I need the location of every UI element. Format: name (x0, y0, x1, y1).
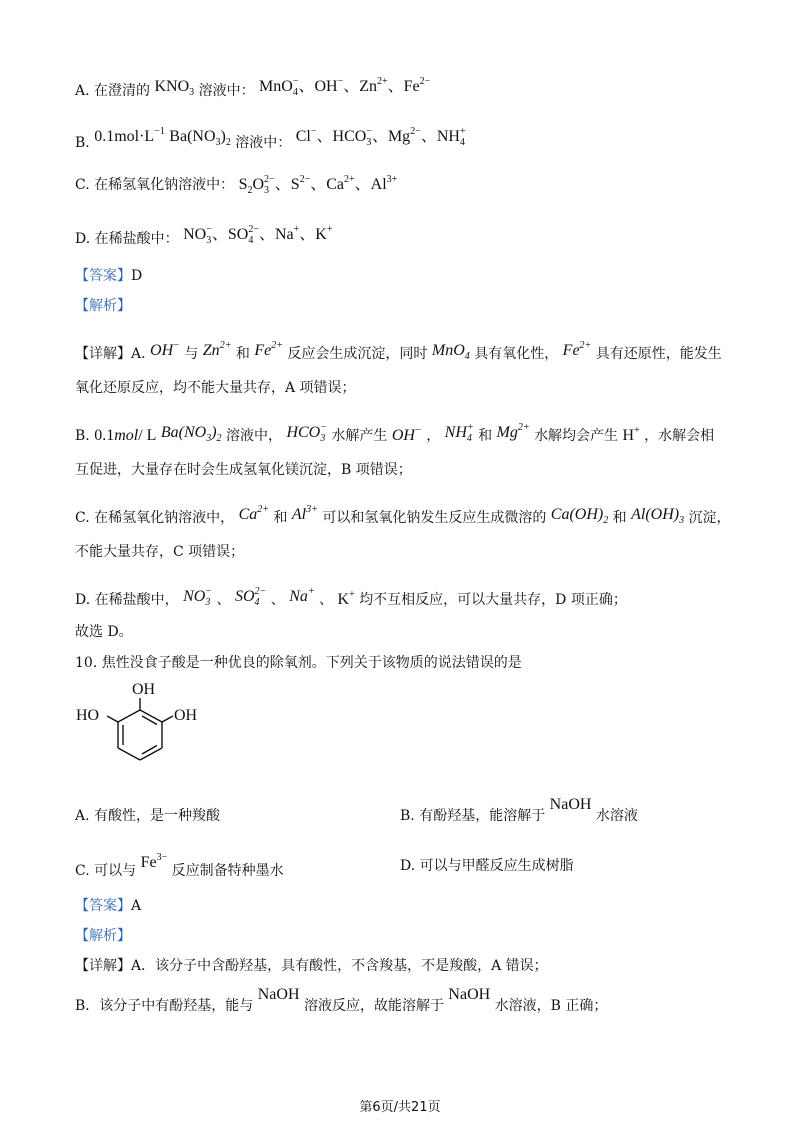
detail-label-2: 【详解】 (75, 958, 131, 974)
oh-ion: OH− (150, 340, 180, 359)
detail-1-line-5: C. 在稀氢氧化钠溶液中， $Ca^{2+}$ 和 $Al^{3+}$ 可以和氢氧化钠发生反应生成微溶的 $Ca(OH)_2$ 和 $Al(OH)_3$ 沉淀， (75, 504, 731, 526)
fe-ion-2: $Fe^{2+}$ (562, 340, 592, 359)
option-b-ions: Cl−、$HCO_3^-$、$Mg^{2-}$、$NH_4^+$ (295, 126, 466, 148)
detail-1-line-4: 互促进，大量存在时会生成氢氧化镁沉淀，B 项错误； (75, 462, 412, 478)
concentration-2: 0.1mol/ L (94, 427, 157, 444)
option-d-text: D. 在稀盐酸中： (75, 231, 179, 247)
naoh-formula: NaOH (549, 796, 592, 813)
oh-label-top: OH (132, 681, 156, 698)
kno3-formula: $KNO_3$ (154, 78, 195, 98)
ho-label-left: HO (76, 707, 100, 724)
option-a-text: A. 在澄清的 (75, 83, 151, 99)
option-d-ions: $NO_3^-$、$SO_4^{2-}$、Na+、K+ (183, 224, 333, 246)
detail-1-line-8: 故选 D。 (75, 624, 133, 640)
analysis-label-2: 【解析】 (75, 928, 131, 944)
so4-ion: $SO_4^{2-}$ (234, 586, 267, 608)
detail-1-line-7: D. 在稀盐酸中， $NO_3^-$ 、 $SO_4^{2-}$ 、 Na+ 、 K+ 均不互相反应，可以大量共存，D 项正确； (75, 586, 627, 608)
al-oh3-formula: $Al(OH)_3$ (631, 506, 685, 526)
ba-no3-formula-2: $Ba(NO_3)_2$ (160, 424, 222, 444)
fe-ion: $Fe^{2+}$ (254, 340, 283, 359)
answer-1 (75, 266, 142, 286)
q10-option-a: A. 有酸性，是一种羧酸 (75, 808, 221, 824)
naoh-formula-3: NaOH (448, 986, 491, 1003)
concentration: $0.1mol\cdot L^{-1}$ (94, 126, 165, 145)
analysis-label: 【解析】 (75, 298, 131, 314)
detail-1-line-6: 不能大量共存，C 项错误； (75, 544, 245, 560)
mno4-formula: MnO$_4$ (431, 342, 470, 362)
hco3-ion: $HCO_3^-$ (286, 422, 327, 444)
nh4-ion: $NH_4^+$ (444, 422, 474, 444)
option-a-ions: MnO$_4$−、OH−、$Zn^{2+}$、$Fe^{2-}$ (259, 76, 431, 98)
page-number: 第6页/共21页 (359, 1100, 441, 1115)
zn-ion: $Zn^{2+}$ (202, 340, 232, 359)
answer-value-2: A (131, 898, 142, 914)
option-a (75, 72, 430, 103)
ba-no3-formula: $Ba(NO_3)_2$ (169, 128, 231, 148)
detail-2-line-1: 【详解】A．该分子中含酚羟基，具有酸性，不含羧基，不是羧酸，A 错误； (75, 958, 548, 974)
oh-ion-2: OH− (391, 425, 422, 444)
option-a-solution: 溶液中： (198, 83, 255, 99)
answer-2 (75, 896, 141, 916)
q10-option-d: D. 可以与甲醛反应生成树脂 (400, 858, 574, 874)
fe3-formula: $Fe^{3-}$ (140, 852, 168, 871)
option-c-ions: $S_2O_3^{2-}$、$S^{2-}$、$Ca^{2+}$、$Al^{3+}$ (238, 174, 398, 196)
option-c (75, 170, 397, 201)
detail-label: 【详解】 (75, 346, 131, 362)
q10-option-b: B. 有酚羟基，能溶解于 NaOH 水溶液 (400, 796, 638, 824)
na-ion: Na+ (289, 586, 315, 605)
answer-label: 【答案】 (75, 268, 131, 284)
option-b-solution: 溶液中： (235, 135, 292, 151)
answer-label-2: 【答案】 (75, 898, 131, 914)
option-b (75, 122, 466, 153)
detail-1-line-2: 氧化还原反应，均不能大量共存，A 项错误； (75, 380, 356, 396)
mg-ion: $Mg^{2+}$ (496, 422, 530, 441)
q10-option-c: C. 可以与 $Fe^{3-}$ 反应制备特种墨水 (75, 852, 284, 879)
analysis-2 (75, 926, 131, 946)
detail-1-line-1: 【详解】A. OH− 与 $Zn^{2+}$ 和 $Fe^{2+}$ 反应会生成沉淀，同时 MnO$_4$ 具有氧化性， $Fe^{2+}$ 具有还原性，能发生 (75, 340, 722, 362)
analysis-1 (75, 296, 131, 316)
k-ion: K+ (337, 589, 355, 608)
no3-ion: $NO_3^-$ (183, 586, 213, 608)
h-ion: H+ (622, 425, 640, 444)
pyrogallol-structure (70, 680, 220, 780)
option-c-text: C. 在稀氢氧化钠溶液中： (75, 177, 235, 193)
al-ion: $Al^{3+}$ (291, 504, 318, 523)
detail-1-line-3: B. 0.1mol/ L $Ba(NO_3)_2$ 溶液中， $HCO_3^-$ 水解产生 OH− ， $NH_4^+$ 和 $Mg^{2+}$ 水解均会产生 H+ ，水解会相 (75, 422, 715, 444)
option-b-letter: B. (75, 135, 90, 151)
naoh-formula-2: NaOH (257, 986, 300, 1003)
option-d (75, 220, 332, 251)
detail-2-line-2: B．该分子中有酚羟基，能与 NaOH 溶液反应，故能溶解于 NaOH 水溶液，B 正确； (75, 986, 608, 1014)
answer-value: D (131, 268, 143, 284)
question-10-stem: 10. 焦性没食子酸是一种优良的除氧剂。下列关于该物质的说法错误的是 (75, 655, 522, 671)
ca-oh2-formula: $Ca(OH)_2$ (550, 506, 609, 526)
oh-label-right: OH (174, 707, 198, 724)
ca-ion: $Ca^{2+}$ (238, 504, 269, 523)
